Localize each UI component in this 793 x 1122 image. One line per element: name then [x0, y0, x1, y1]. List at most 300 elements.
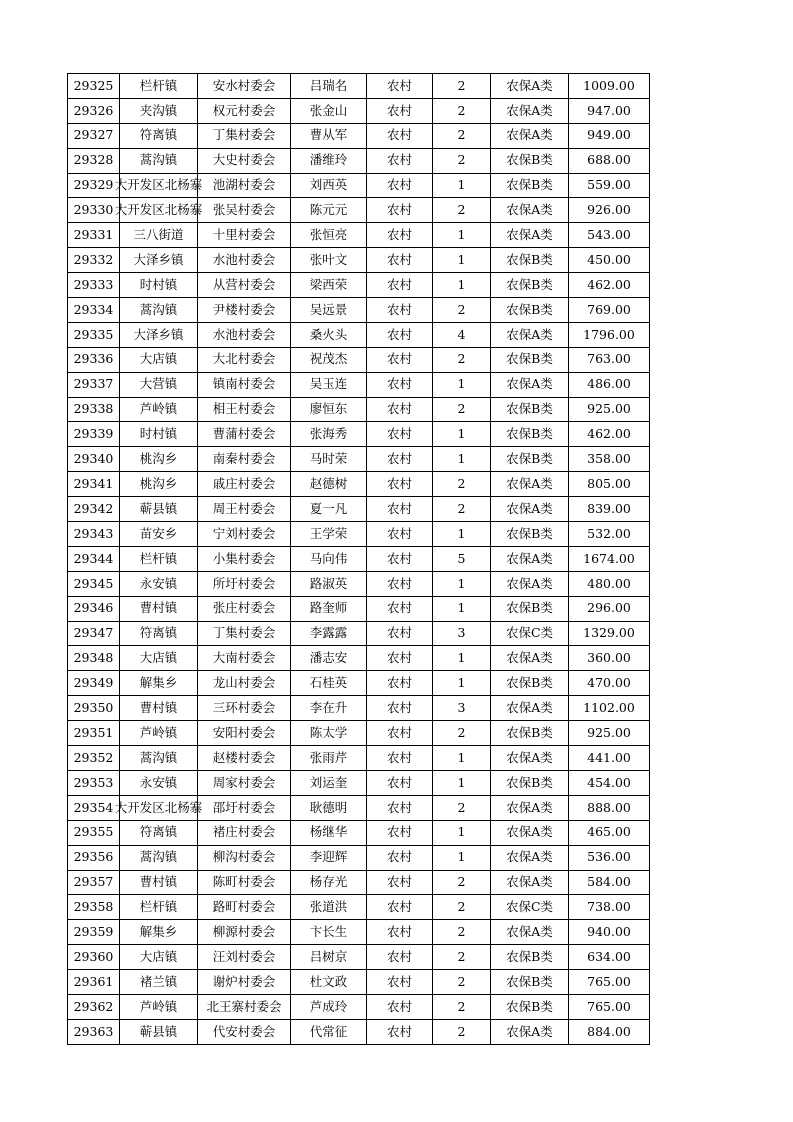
record-id-cell: 29351: [68, 721, 120, 746]
village-cell: 安水村委会: [198, 74, 291, 99]
town-cell: 时村镇: [120, 422, 198, 447]
insurance-category-cell: 农保A类: [491, 870, 569, 895]
record-id-cell: 29349: [68, 671, 120, 696]
record-id-cell: 29363: [68, 1019, 120, 1044]
household-count-cell: 2: [433, 721, 491, 746]
amount-cell: 947.00: [569, 98, 650, 123]
amount-cell: 543.00: [569, 223, 650, 248]
household-count-cell: 2: [433, 148, 491, 173]
village-cell: 水池村委会: [198, 248, 291, 273]
record-id-cell: 29345: [68, 571, 120, 596]
village-cell: 戚庄村委会: [198, 472, 291, 497]
insurance-category-cell: 农保B类: [491, 994, 569, 1019]
name-cell: 陈太学: [291, 721, 367, 746]
town-cell: 蕲县镇: [120, 497, 198, 522]
amount-cell: 559.00: [569, 173, 650, 198]
record-id-cell: 29362: [68, 994, 120, 1019]
name-cell: 张道洪: [291, 895, 367, 920]
name-cell: 马向伟: [291, 546, 367, 571]
area-type-cell: 农村: [367, 298, 433, 323]
town-cell: [114, 795, 203, 820]
town-cell: 桃沟乡: [120, 447, 198, 472]
record-id-cell: 29344: [68, 546, 120, 571]
insurance-category-cell: 农保A类: [491, 1019, 569, 1044]
area-type-cell: 农村: [367, 173, 433, 198]
household-count-cell: 1: [433, 596, 491, 621]
household-count-cell: 1: [433, 845, 491, 870]
village-cell: 所圩村委会: [198, 571, 291, 596]
amount-cell: 765.00: [569, 970, 650, 995]
insurance-category-cell: 农保C类: [491, 895, 569, 920]
insurance-category-cell: 农保B类: [491, 148, 569, 173]
village-cell: 丁集村委会: [198, 123, 291, 148]
area-type-cell: 农村: [367, 223, 433, 248]
area-type-cell: 农村: [367, 322, 433, 347]
area-type-cell: 农村: [367, 920, 433, 945]
amount-cell: 763.00: [569, 347, 650, 372]
record-id-cell: 29358: [68, 895, 120, 920]
record-id-cell: 29331: [68, 223, 120, 248]
town-cell: [114, 173, 203, 198]
name-cell: 杨存光: [291, 870, 367, 895]
amount-cell: 634.00: [569, 945, 650, 970]
town-cell: 蒿沟镇: [120, 746, 198, 771]
village-cell: 谢炉村委会: [198, 970, 291, 995]
area-type-cell: 农村: [367, 795, 433, 820]
insurance-category-cell: 农保A类: [491, 845, 569, 870]
table-row: [68, 248, 650, 273]
table-row: [68, 1019, 650, 1044]
name-cell: 张金山: [291, 98, 367, 123]
amount-cell: 949.00: [569, 123, 650, 148]
record-id-cell: 29350: [68, 696, 120, 721]
insurance-category-cell: 农保B类: [491, 248, 569, 273]
records-table: [67, 73, 650, 1045]
table-row: [68, 123, 650, 148]
village-cell: 褚庄村委会: [198, 820, 291, 845]
table-row: [68, 621, 650, 646]
record-id-cell: 29353: [68, 770, 120, 795]
insurance-category-cell: 农保A类: [491, 646, 569, 671]
town-cell: 永安镇: [120, 571, 198, 596]
name-cell: 马时荣: [291, 447, 367, 472]
record-id-cell: 29327: [68, 123, 120, 148]
town-cell: 大营镇: [120, 372, 198, 397]
record-id-cell: 29340: [68, 447, 120, 472]
record-id-cell: 29335: [68, 322, 120, 347]
name-cell: 刘西英: [291, 173, 367, 198]
insurance-category-cell: 农保B类: [491, 273, 569, 298]
village-cell: 池湖村委会: [198, 173, 291, 198]
village-cell: 代安村委会: [198, 1019, 291, 1044]
town-cell: 大泽乡镇: [120, 248, 198, 273]
area-type-cell: 农村: [367, 770, 433, 795]
insurance-category-cell: 农保A类: [491, 795, 569, 820]
town-cell: 蕲县镇: [120, 1019, 198, 1044]
insurance-category-cell: 农保B类: [491, 671, 569, 696]
household-count-cell: 1: [433, 223, 491, 248]
insurance-category-cell: 农保B类: [491, 945, 569, 970]
table-body: [68, 74, 650, 1045]
amount-cell: 465.00: [569, 820, 650, 845]
village-cell: 十里村委会: [198, 223, 291, 248]
town-cell: 栏杆镇: [120, 546, 198, 571]
table-row: [68, 546, 650, 571]
table-row: [68, 347, 650, 372]
household-count-cell: 2: [433, 397, 491, 422]
table-row: [68, 397, 650, 422]
insurance-category-cell: 农保B类: [491, 721, 569, 746]
amount-cell: 1796.00: [569, 322, 650, 347]
record-id-cell: 29326: [68, 98, 120, 123]
table-row: [68, 721, 650, 746]
record-id-cell: 29354: [68, 795, 120, 820]
amount-cell: 1102.00: [569, 696, 650, 721]
name-cell: 耿德明: [291, 795, 367, 820]
name-cell: 赵德树: [291, 472, 367, 497]
name-cell: 李露露: [291, 621, 367, 646]
name-cell: 李在升: [291, 696, 367, 721]
table-row: [68, 74, 650, 99]
table-row: [68, 497, 650, 522]
record-id-cell: 29329: [68, 173, 120, 198]
town-overflow-text: 大开发区北杨寨: [114, 202, 203, 218]
town-cell: 桃沟乡: [120, 472, 198, 497]
name-cell: 芦成玲: [291, 994, 367, 1019]
village-cell: 北王寨村委会: [198, 994, 291, 1019]
insurance-category-cell: 农保A类: [491, 546, 569, 571]
insurance-category-cell: 农保B类: [491, 596, 569, 621]
household-count-cell: 5: [433, 546, 491, 571]
area-type-cell: 农村: [367, 472, 433, 497]
household-count-cell: 2: [433, 347, 491, 372]
amount-cell: 1674.00: [569, 546, 650, 571]
town-cell: 曹村镇: [120, 870, 198, 895]
area-type-cell: 农村: [367, 970, 433, 995]
table-row: [68, 522, 650, 547]
table-row: [68, 746, 650, 771]
town-cell: 大店镇: [120, 347, 198, 372]
amount-cell: 536.00: [569, 845, 650, 870]
area-type-cell: 农村: [367, 98, 433, 123]
area-type-cell: 农村: [367, 347, 433, 372]
amount-cell: 441.00: [569, 746, 650, 771]
household-count-cell: 2: [433, 74, 491, 99]
household-count-cell: 2: [433, 994, 491, 1019]
name-cell: 潘志安: [291, 646, 367, 671]
town-cell: 栏杆镇: [120, 74, 198, 99]
town-cell: 符离镇: [120, 123, 198, 148]
name-cell: 潘维玲: [291, 148, 367, 173]
insurance-category-cell: 农保A类: [491, 322, 569, 347]
amount-cell: 470.00: [569, 671, 650, 696]
village-cell: 安阳村委会: [198, 721, 291, 746]
amount-cell: 360.00: [569, 646, 650, 671]
table-row: [68, 970, 650, 995]
amount-cell: 584.00: [569, 870, 650, 895]
town-cell: 芦岭镇: [120, 397, 198, 422]
household-count-cell: 1: [433, 248, 491, 273]
town-cell: 蒿沟镇: [120, 148, 198, 173]
record-id-cell: 29348: [68, 646, 120, 671]
record-id-cell: 29347: [68, 621, 120, 646]
town-cell: 三八街道: [120, 223, 198, 248]
town-cell: 曹村镇: [120, 596, 198, 621]
name-cell: 吴玉连: [291, 372, 367, 397]
town-cell: 时村镇: [120, 273, 198, 298]
household-count-cell: 2: [433, 970, 491, 995]
amount-cell: 940.00: [569, 920, 650, 945]
record-id-cell: 29341: [68, 472, 120, 497]
area-type-cell: 农村: [367, 497, 433, 522]
household-count-cell: 1: [433, 571, 491, 596]
amount-cell: 925.00: [569, 721, 650, 746]
town-overflow-text: 大开发区北杨寨: [114, 177, 203, 193]
household-count-cell: 2: [433, 795, 491, 820]
town-cell: 永安镇: [120, 770, 198, 795]
town-cell: 苗安乡: [120, 522, 198, 547]
household-count-cell: 2: [433, 123, 491, 148]
village-cell: 龙山村委会: [198, 671, 291, 696]
town-cell: 蒿沟镇: [120, 298, 198, 323]
table-row: [68, 223, 650, 248]
insurance-category-cell: 农保A类: [491, 74, 569, 99]
area-type-cell: 农村: [367, 522, 433, 547]
record-id-cell: 29346: [68, 596, 120, 621]
town-cell: 芦岭镇: [120, 721, 198, 746]
insurance-category-cell: 农保A类: [491, 571, 569, 596]
town-cell: 芦岭镇: [120, 994, 198, 1019]
table-row: [68, 845, 650, 870]
table-row: [68, 870, 650, 895]
area-type-cell: 农村: [367, 372, 433, 397]
table-row: [68, 596, 650, 621]
area-type-cell: 农村: [367, 447, 433, 472]
record-id-cell: 29330: [68, 198, 120, 223]
table-row: [68, 770, 650, 795]
insurance-category-cell: 农保B类: [491, 173, 569, 198]
record-id-cell: 29357: [68, 870, 120, 895]
village-cell: 尹楼村委会: [198, 298, 291, 323]
record-id-cell: 29325: [68, 74, 120, 99]
name-cell: 曹从军: [291, 123, 367, 148]
area-type-cell: 农村: [367, 1019, 433, 1044]
town-cell: 蒿沟镇: [120, 845, 198, 870]
household-count-cell: 1: [433, 372, 491, 397]
town-cell: 大店镇: [120, 945, 198, 970]
area-type-cell: 农村: [367, 273, 433, 298]
name-cell: 桑火头: [291, 322, 367, 347]
record-id-cell: 29334: [68, 298, 120, 323]
table-row: [68, 198, 650, 223]
household-count-cell: 2: [433, 472, 491, 497]
area-type-cell: 农村: [367, 671, 433, 696]
household-count-cell: 1: [433, 671, 491, 696]
amount-cell: 926.00: [569, 198, 650, 223]
name-cell: 吕树京: [291, 945, 367, 970]
amount-cell: 462.00: [569, 422, 650, 447]
record-id-cell: 29343: [68, 522, 120, 547]
town-overflow-text: 大开发区北杨寨: [114, 799, 203, 815]
area-type-cell: 农村: [367, 248, 433, 273]
insurance-category-cell: 农保A类: [491, 198, 569, 223]
household-count-cell: 3: [433, 696, 491, 721]
area-type-cell: 农村: [367, 596, 433, 621]
table-row: [68, 298, 650, 323]
area-type-cell: 农村: [367, 397, 433, 422]
insurance-category-cell: 农保A类: [491, 820, 569, 845]
record-id-cell: 29339: [68, 422, 120, 447]
name-cell: 杜文政: [291, 970, 367, 995]
household-count-cell: 1: [433, 820, 491, 845]
household-count-cell: 1: [433, 173, 491, 198]
table-row: [68, 920, 650, 945]
insurance-category-cell: 农保B类: [491, 298, 569, 323]
table-row: [68, 273, 650, 298]
amount-cell: 738.00: [569, 895, 650, 920]
village-cell: 三环村委会: [198, 696, 291, 721]
table-row: [68, 895, 650, 920]
table-row: [68, 98, 650, 123]
household-count-cell: 2: [433, 98, 491, 123]
area-type-cell: 农村: [367, 845, 433, 870]
record-id-cell: 29361: [68, 970, 120, 995]
record-id-cell: 29338: [68, 397, 120, 422]
area-type-cell: 农村: [367, 546, 433, 571]
area-type-cell: 农村: [367, 994, 433, 1019]
name-cell: 李迎辉: [291, 845, 367, 870]
amount-cell: 884.00: [569, 1019, 650, 1044]
area-type-cell: 农村: [367, 945, 433, 970]
name-cell: 梁西荣: [291, 273, 367, 298]
amount-cell: 1329.00: [569, 621, 650, 646]
name-cell: 张叶文: [291, 248, 367, 273]
insurance-category-cell: 农保A类: [491, 98, 569, 123]
village-cell: 曹蒲村委会: [198, 422, 291, 447]
record-id-cell: 29332: [68, 248, 120, 273]
town-cell: 符离镇: [120, 820, 198, 845]
amount-cell: 688.00: [569, 148, 650, 173]
table-row: [68, 571, 650, 596]
area-type-cell: 农村: [367, 895, 433, 920]
amount-cell: 532.00: [569, 522, 650, 547]
village-cell: 柳源村委会: [198, 920, 291, 945]
town-cell: 大店镇: [120, 646, 198, 671]
area-type-cell: 农村: [367, 123, 433, 148]
name-cell: 张海秀: [291, 422, 367, 447]
town-cell: 褚兰镇: [120, 970, 198, 995]
area-type-cell: 农村: [367, 820, 433, 845]
area-type-cell: 农村: [367, 422, 433, 447]
town-cell: 解集乡: [120, 671, 198, 696]
area-type-cell: 农村: [367, 148, 433, 173]
record-id-cell: 29328: [68, 148, 120, 173]
household-count-cell: 2: [433, 497, 491, 522]
record-id-cell: 29355: [68, 820, 120, 845]
household-count-cell: 4: [433, 322, 491, 347]
name-cell: 路奎师: [291, 596, 367, 621]
table-row: [68, 148, 650, 173]
name-cell: 路淑英: [291, 571, 367, 596]
household-count-cell: 2: [433, 895, 491, 920]
table-row: [68, 322, 650, 347]
amount-cell: 888.00: [569, 795, 650, 820]
record-id-cell: 29360: [68, 945, 120, 970]
village-cell: 镇南村委会: [198, 372, 291, 397]
town-cell: 曹村镇: [120, 696, 198, 721]
area-type-cell: 农村: [367, 870, 433, 895]
name-cell: 杨继华: [291, 820, 367, 845]
insurance-category-cell: 农保A类: [491, 372, 569, 397]
name-cell: 祝茂杰: [291, 347, 367, 372]
village-cell: 宁刘村委会: [198, 522, 291, 547]
town-cell: 大泽乡镇: [120, 322, 198, 347]
village-cell: 路町村委会: [198, 895, 291, 920]
record-id-cell: 29352: [68, 746, 120, 771]
area-type-cell: 农村: [367, 198, 433, 223]
area-type-cell: 农村: [367, 746, 433, 771]
name-cell: 卞长生: [291, 920, 367, 945]
insurance-category-cell: 农保B类: [491, 770, 569, 795]
amount-cell: 462.00: [569, 273, 650, 298]
insurance-category-cell: 农保B类: [491, 422, 569, 447]
village-cell: 小集村委会: [198, 546, 291, 571]
insurance-category-cell: 农保A类: [491, 497, 569, 522]
table-row: [68, 173, 650, 198]
town-cell: 解集乡: [120, 920, 198, 945]
name-cell: 刘运奎: [291, 770, 367, 795]
household-count-cell: 2: [433, 870, 491, 895]
record-id-cell: 29337: [68, 372, 120, 397]
amount-cell: 450.00: [569, 248, 650, 273]
name-cell: 吕瑞名: [291, 74, 367, 99]
record-id-cell: 29336: [68, 347, 120, 372]
village-cell: 周家村委会: [198, 770, 291, 795]
name-cell: 王学荣: [291, 522, 367, 547]
record-id-cell: 29359: [68, 920, 120, 945]
insurance-category-cell: 农保B类: [491, 347, 569, 372]
village-cell: 张吴村委会: [198, 198, 291, 223]
name-cell: 张雨芹: [291, 746, 367, 771]
household-count-cell: 2: [433, 1019, 491, 1044]
household-count-cell: 2: [433, 920, 491, 945]
household-count-cell: 1: [433, 646, 491, 671]
household-count-cell: 2: [433, 945, 491, 970]
name-cell: 代常征: [291, 1019, 367, 1044]
table-row: [68, 372, 650, 397]
household-count-cell: 1: [433, 422, 491, 447]
village-cell: 柳沟村委会: [198, 845, 291, 870]
village-cell: 相王村委会: [198, 397, 291, 422]
insurance-category-cell: 农保A类: [491, 746, 569, 771]
village-cell: 邵圩村委会: [198, 795, 291, 820]
insurance-category-cell: 农保B类: [491, 447, 569, 472]
amount-cell: 765.00: [569, 994, 650, 1019]
household-count-cell: 2: [433, 198, 491, 223]
name-cell: 陈元元: [291, 198, 367, 223]
village-cell: 南秦村委会: [198, 447, 291, 472]
village-cell: 权元村委会: [198, 98, 291, 123]
town-cell: [114, 198, 203, 223]
household-count-cell: 1: [433, 770, 491, 795]
area-type-cell: 农村: [367, 721, 433, 746]
village-cell: 赵楼村委会: [198, 746, 291, 771]
area-type-cell: 农村: [367, 571, 433, 596]
amount-cell: 805.00: [569, 472, 650, 497]
amount-cell: 769.00: [569, 298, 650, 323]
amount-cell: 358.00: [569, 447, 650, 472]
area-type-cell: 农村: [367, 646, 433, 671]
